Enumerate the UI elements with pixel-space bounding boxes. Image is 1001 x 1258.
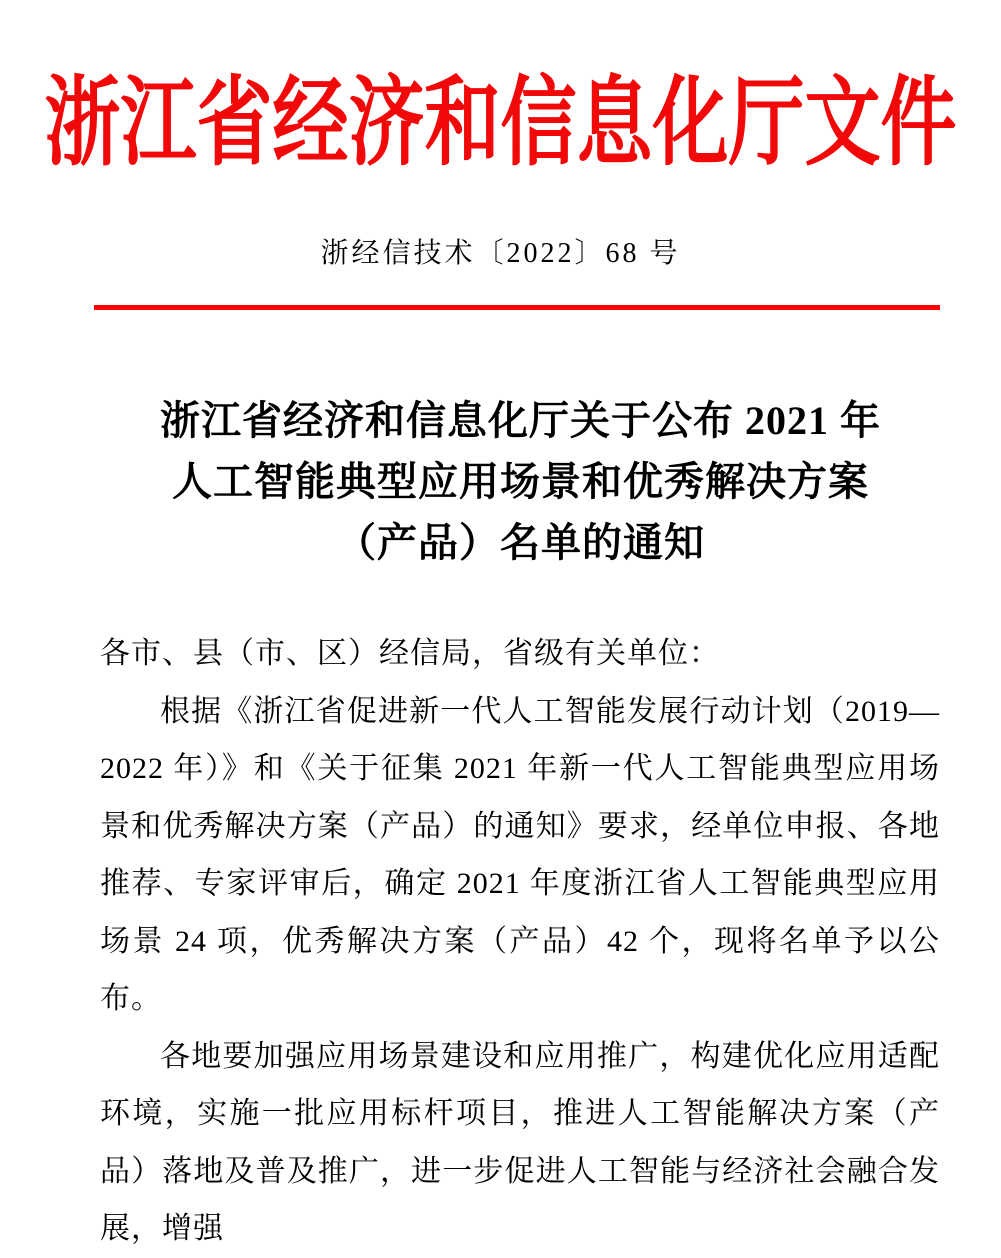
notice-title-line-1: 浙江省经济和信息化厅关于公布 2021 年 — [160, 398, 881, 443]
body-paragraph-1: 根据《浙江省促进新一代人工智能发展行动计划（2019—2022 年）》和《关于征集 2021 年新一代人工智能典型应用场景和优秀解决方案（产品）的通知》要求，经单位申报、各地推荐、专家评审后，确定 2021 年度浙江省人工智能典型应用场景 24 项，优秀解决方案（产品）42 个，现将名单予以公布。 — [100, 694, 940, 1015]
red-divider-rule — [94, 305, 940, 310]
document-reference-number: 浙经信技术〔2022〕68 号 — [320, 238, 681, 269]
notice-title — [100, 390, 941, 573]
agency-banner-title: 浙江省经济和信息化厅文件 — [44, 70, 957, 178]
notice-title-line-3: （产品）名单的通知 — [336, 520, 705, 565]
document-body — [100, 625, 940, 1258]
notice-title-line-2: 人工智能典型应用场景和优秀解决方案 — [172, 459, 869, 504]
salutation-line: 各市、县（市、区）经信局，省级有关单位： — [100, 637, 720, 670]
body-paragraph-2: 各地要加强应用场景建设和应用推广，构建优化应用适配环境，实施一批应用标杆项目，推进人工智能解决方案（产品）落地及普及推广，进一步促进人工智能与经济社会融合发展，增强 — [100, 1039, 940, 1245]
